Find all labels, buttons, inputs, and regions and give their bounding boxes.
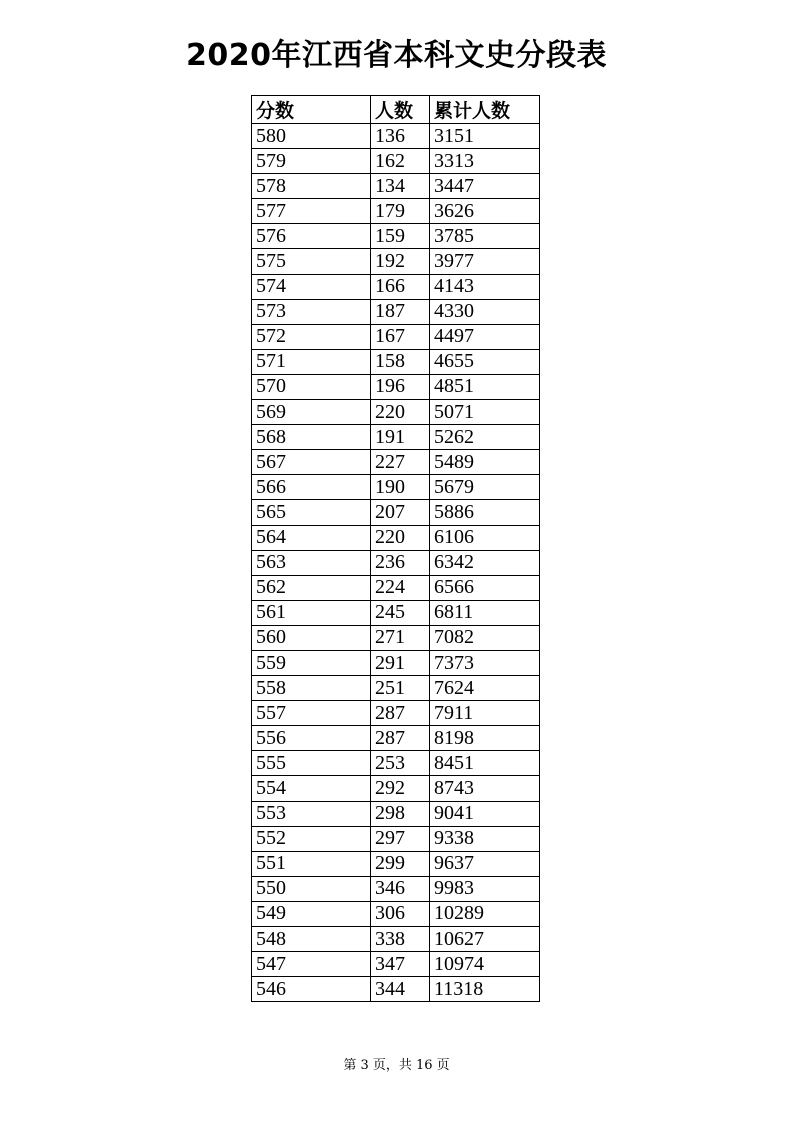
count-cell: 338 <box>371 927 430 952</box>
table-row <box>252 374 540 399</box>
table-row <box>252 801 540 826</box>
score-cell: 571 <box>252 349 371 374</box>
count-cell: 224 <box>371 575 430 600</box>
table-row <box>252 676 540 701</box>
cumulative-cell: 4851 <box>430 374 540 399</box>
cumulative-cell: 9983 <box>430 876 540 901</box>
score-cell: 552 <box>252 826 371 851</box>
table-row <box>252 475 540 500</box>
cumulative-cell: 9637 <box>430 851 540 876</box>
cumulative-cell: 4655 <box>430 349 540 374</box>
score-cell: 546 <box>252 977 371 1002</box>
score-cell: 577 <box>252 199 371 224</box>
count-cell: 287 <box>371 701 430 726</box>
table-row <box>252 124 540 149</box>
score-cell: 562 <box>252 575 371 600</box>
count-cell: 158 <box>371 349 430 374</box>
table-row <box>252 349 540 374</box>
score-cell: 558 <box>252 676 371 701</box>
cumulative-cell: 8198 <box>430 726 540 751</box>
count-cell: 245 <box>371 600 430 625</box>
cumulative-cell: 5886 <box>430 500 540 525</box>
table-row <box>252 525 540 550</box>
score-cell: 574 <box>252 274 371 299</box>
score-cell: 573 <box>252 299 371 324</box>
cumulative-cell: 4497 <box>430 324 540 349</box>
cumulative-cell: 11318 <box>430 977 540 1002</box>
table-body <box>252 124 540 1002</box>
cumulative-cell: 6811 <box>430 600 540 625</box>
score-cell: 554 <box>252 776 371 801</box>
cumulative-cell: 3447 <box>430 174 540 199</box>
score-cell: 561 <box>252 600 371 625</box>
table-row <box>252 174 540 199</box>
score-cell: 548 <box>252 927 371 952</box>
score-cell: 569 <box>252 400 371 425</box>
column-header-count: 人数 <box>371 96 430 124</box>
cumulative-cell: 10627 <box>430 927 540 952</box>
cumulative-cell: 9338 <box>430 826 540 851</box>
score-cell: 578 <box>252 174 371 199</box>
table-row <box>252 977 540 1002</box>
cumulative-cell: 5071 <box>430 400 540 425</box>
score-cell: 575 <box>252 249 371 274</box>
count-cell: 136 <box>371 124 430 149</box>
score-cell: 556 <box>252 726 371 751</box>
cumulative-cell: 7911 <box>430 701 540 726</box>
score-cell: 560 <box>252 625 371 650</box>
score-cell: 557 <box>252 701 371 726</box>
table-row <box>252 274 540 299</box>
header-row <box>252 96 540 124</box>
score-cell: 567 <box>252 450 371 475</box>
table-row <box>252 927 540 952</box>
cumulative-cell: 3151 <box>430 124 540 149</box>
score-cell: 566 <box>252 475 371 500</box>
table-row <box>252 249 540 274</box>
table-row <box>252 400 540 425</box>
cumulative-cell: 6106 <box>430 525 540 550</box>
table-row <box>252 701 540 726</box>
count-cell: 347 <box>371 952 430 977</box>
score-cell: 576 <box>252 224 371 249</box>
count-cell: 287 <box>371 726 430 751</box>
cumulative-cell: 7082 <box>430 625 540 650</box>
cumulative-cell: 7373 <box>430 650 540 675</box>
cumulative-cell: 3313 <box>430 149 540 174</box>
count-cell: 190 <box>371 475 430 500</box>
count-cell: 167 <box>371 324 430 349</box>
count-cell: 236 <box>371 550 430 575</box>
table-row <box>252 851 540 876</box>
table-row <box>252 776 540 801</box>
score-cell: 568 <box>252 425 371 450</box>
table-row <box>252 575 540 600</box>
count-cell: 344 <box>371 977 430 1002</box>
table-row <box>252 324 540 349</box>
table-row <box>252 826 540 851</box>
score-cell: 579 <box>252 149 371 174</box>
count-cell: 179 <box>371 199 430 224</box>
count-cell: 346 <box>371 876 430 901</box>
score-cell: 559 <box>252 650 371 675</box>
table-row <box>252 450 540 475</box>
count-cell: 134 <box>371 174 430 199</box>
cumulative-cell: 4330 <box>430 299 540 324</box>
count-cell: 306 <box>371 901 430 926</box>
table-row <box>252 224 540 249</box>
table-row <box>252 149 540 174</box>
score-cell: 580 <box>252 124 371 149</box>
cumulative-cell: 7624 <box>430 676 540 701</box>
count-cell: 187 <box>371 299 430 324</box>
count-cell: 291 <box>371 650 430 675</box>
cumulative-cell: 5262 <box>430 425 540 450</box>
count-cell: 298 <box>371 801 430 826</box>
column-header-cumulative: 累计人数 <box>430 96 540 124</box>
table-row <box>252 876 540 901</box>
count-cell: 159 <box>371 224 430 249</box>
page-footer: 第 3 页，共 16 页 <box>343 1058 450 1073</box>
count-cell: 166 <box>371 274 430 299</box>
table-row <box>252 550 540 575</box>
table-row <box>252 500 540 525</box>
cumulative-cell: 9041 <box>430 801 540 826</box>
cumulative-cell: 8451 <box>430 751 540 776</box>
table-row <box>252 901 540 926</box>
cumulative-cell: 10289 <box>430 901 540 926</box>
count-cell: 207 <box>371 500 430 525</box>
cumulative-cell: 6566 <box>430 575 540 600</box>
table-row <box>252 425 540 450</box>
page-title: 2020年江西省本科文史分段表 <box>186 38 607 73</box>
cumulative-cell: 5679 <box>430 475 540 500</box>
cumulative-cell: 3785 <box>430 224 540 249</box>
table-header <box>252 96 540 124</box>
score-cell: 547 <box>252 952 371 977</box>
score-cell: 570 <box>252 374 371 399</box>
count-cell: 220 <box>371 400 430 425</box>
cumulative-cell: 3626 <box>430 199 540 224</box>
count-cell: 227 <box>371 450 430 475</box>
cumulative-cell: 6342 <box>430 550 540 575</box>
table-row <box>252 726 540 751</box>
table-row <box>252 751 540 776</box>
score-cell: 553 <box>252 801 371 826</box>
table-row <box>252 600 540 625</box>
score-cell: 549 <box>252 901 371 926</box>
score-cell: 565 <box>252 500 371 525</box>
cumulative-cell: 5489 <box>430 450 540 475</box>
count-cell: 192 <box>371 249 430 274</box>
cumulative-cell: 10974 <box>430 952 540 977</box>
count-cell: 251 <box>371 676 430 701</box>
count-cell: 299 <box>371 851 430 876</box>
count-cell: 292 <box>371 776 430 801</box>
score-cell: 550 <box>252 876 371 901</box>
table-row <box>252 299 540 324</box>
count-cell: 220 <box>371 525 430 550</box>
count-cell: 253 <box>371 751 430 776</box>
score-cell: 555 <box>252 751 371 776</box>
score-cell: 572 <box>252 324 371 349</box>
score-distribution-table <box>251 95 540 1002</box>
count-cell: 191 <box>371 425 430 450</box>
table-row <box>252 625 540 650</box>
score-cell: 563 <box>252 550 371 575</box>
count-cell: 196 <box>371 374 430 399</box>
cumulative-cell: 3977 <box>430 249 540 274</box>
cumulative-cell: 8743 <box>430 776 540 801</box>
score-cell: 551 <box>252 851 371 876</box>
column-header-score: 分数 <box>252 96 371 124</box>
score-cell: 564 <box>252 525 371 550</box>
cumulative-cell: 4143 <box>430 274 540 299</box>
count-cell: 162 <box>371 149 430 174</box>
count-cell: 297 <box>371 826 430 851</box>
table-row <box>252 952 540 977</box>
count-cell: 271 <box>371 625 430 650</box>
table-row <box>252 199 540 224</box>
table-row <box>252 650 540 675</box>
